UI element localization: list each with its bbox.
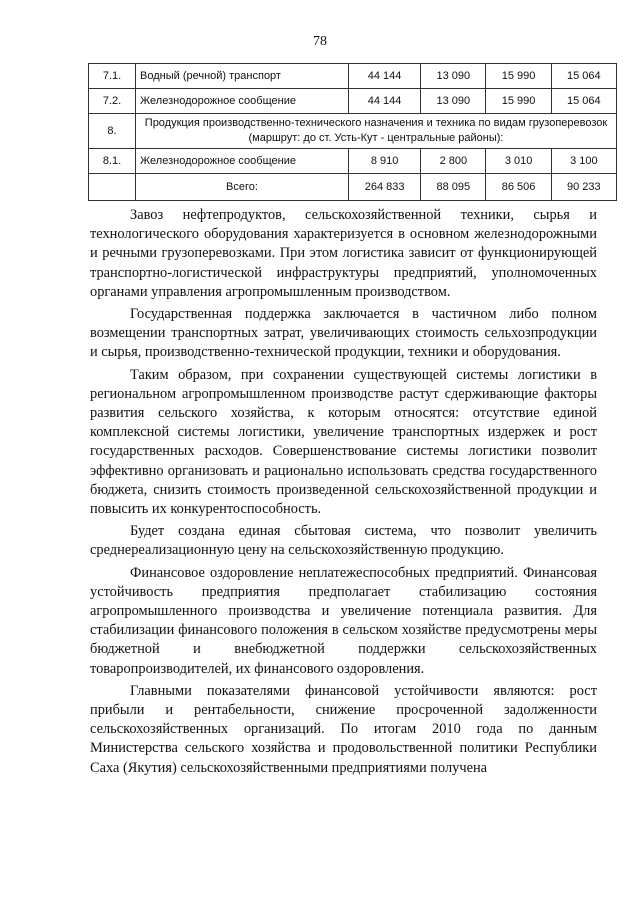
row-value: 8 910 [349, 149, 421, 174]
row-name: Водный (речной) транспорт [136, 64, 349, 89]
total-value: 86 506 [486, 174, 551, 201]
table-total-row [89, 174, 617, 201]
paragraph: Таким образом, при сохранении существующей системы логистики в региональном агропромышленном производстве растут сдерживающие факторы развития сельского хозяйства, к которым относятся: отсутствие единой комплексной системы логистики, увеличение транспортных издержек и рост государственных расходов. Совершенствование системы логистики позволит эффективно организовать и рационально использовать средства государственного бюджета, снизить стоимость произведенной сельскохозяйственной продукции и повысить их конкурентоспособность. [90, 366, 597, 518]
page-number: 78 [313, 34, 327, 49]
row-value: 13 090 [421, 64, 486, 89]
total-label: Всего: [136, 174, 349, 201]
table-section-row [89, 114, 617, 149]
row-value: 13 090 [421, 89, 486, 114]
table-row [89, 64, 617, 89]
paragraph: Государственная поддержка заключается в частичном либо полном возмещении транспортных затрат, увеличивающих стоимость сельхозпродукции и сырья, производственно-технической продукции, техники и оборудования. [90, 306, 597, 361]
table-row [89, 149, 617, 174]
row-number: 8.1. [89, 149, 136, 174]
row-value: 15 990 [486, 89, 551, 114]
empty-cell [89, 174, 136, 201]
paragraph: Будет создана единая сбытовая система, что позволит увеличить среднереализационную цену на сельскохозяйственную продукцию. [90, 523, 597, 559]
row-value: 3 100 [551, 149, 616, 174]
row-value: 44 144 [349, 64, 421, 89]
total-value: 264 833 [349, 174, 421, 201]
row-value: 15 064 [551, 64, 616, 89]
paragraph: Финансовое оздоровление неплатежеспособных предприятий. Финансовая устойчивость предприятия предполагает стабилизацию состояния агропромышленного производства и увеличение потенциала развития. Для стабилизации финансового положения в сельском хозяйстве предусмотрены меры бюджетной и внебюджетной поддержки сельскохозяйственных товаропроизводителей, их финансового оздоровления. [90, 564, 597, 677]
total-value: 88 095 [421, 174, 486, 201]
row-number: 7.2. [89, 89, 136, 114]
freight-table [88, 63, 617, 201]
row-value: 15 064 [551, 89, 616, 114]
paragraph: Главными показателями финансовой устойчивости являются: рост прибыли и рентабельности, снижение просроченной задолженности сельскохозяйственных организаций. По итогам 2010 года по данным Министерства сельского хозяйства и продовольственной политики Республики Саха (Якутия) сельскохозяйственными предприятиями получена [90, 682, 597, 776]
row-value: 15 990 [486, 64, 551, 89]
table-row [89, 89, 617, 114]
row-name: Железнодорожное сообщение [136, 89, 349, 114]
row-value: 3 010 [486, 149, 551, 174]
total-value: 90 233 [551, 174, 616, 201]
section-number: 8. [89, 114, 136, 149]
row-value: 2 800 [421, 149, 486, 174]
row-number: 7.1. [89, 64, 136, 89]
paragraph: Завоз нефтепродуктов, сельскохозяйственной техники, сырья и технологического оборудования характеризуется в основном железнодорожными и речными грузоперевозками. При этом логистика зависит от функционирующей транспортно-логистической инфраструктуры предприятий, уполномоченных органами управления агропромышленным производством. [90, 207, 597, 300]
row-name: Железнодорожное сообщение [136, 149, 349, 174]
row-value: 44 144 [349, 89, 421, 114]
section-title: Продукция производственно-технического назначения и техника по видам грузоперевозок (маршрут: до ст. Усть-Кут - центральные районы): [136, 114, 617, 149]
body-text [90, 206, 597, 781]
